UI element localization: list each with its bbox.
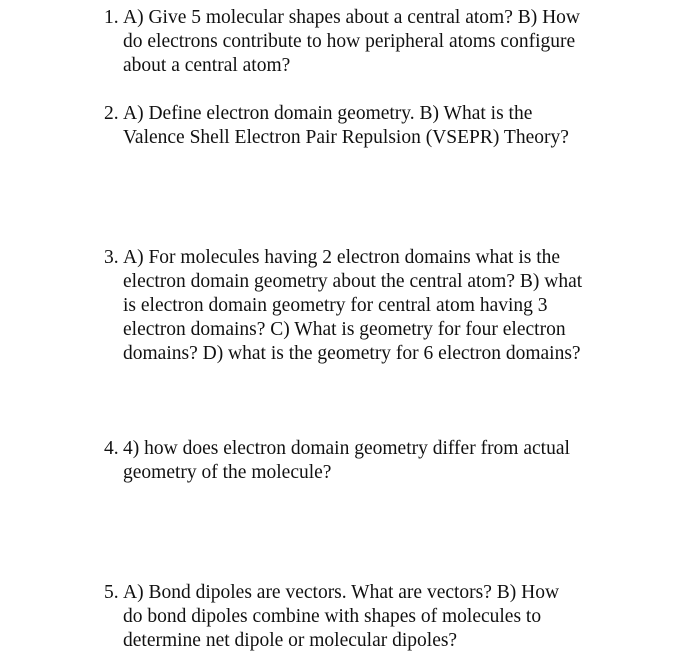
question-line: is electron domain geometry for central atom having 3	[123, 295, 548, 316]
question-2	[104, 102, 644, 150]
question-number: 4.	[104, 438, 119, 459]
question-number: 5.	[104, 582, 119, 603]
question-line: geometry of the molecule?	[123, 462, 332, 483]
question-line: A) Give 5 molecular shapes about a central atom? B) How	[123, 7, 581, 28]
question-line: A) Bond dipoles are vectors. What are vectors? B) How	[123, 582, 560, 603]
question-4	[104, 437, 644, 485]
question-line: do bond dipoles combine with shapes of molecules to	[123, 606, 542, 627]
question-line: A) For molecules having 2 electron domains what is the	[123, 247, 561, 268]
question-line: electron domain geometry about the central atom? B) what	[123, 271, 583, 292]
question-number: 3.	[104, 247, 119, 268]
question-text	[123, 6, 644, 78]
question-line: domains? D) what is the geometry for 6 electron domains?	[123, 343, 581, 364]
question-line: determine net dipole or molecular dipoles?	[123, 630, 458, 651]
question-line: electron domains? C) What is geometry for four electron	[123, 319, 566, 340]
question-line: about a central atom?	[123, 55, 291, 76]
question-1	[104, 6, 644, 78]
question-3	[104, 246, 644, 366]
question-line: A) Define electron domain geometry. B) What is the	[123, 103, 533, 124]
question-line: do electrons contribute to how peripheral atoms configure	[123, 31, 576, 52]
question-number: 2.	[104, 103, 119, 124]
question-text	[123, 437, 644, 485]
question-line: 4) how does electron domain geometry differ from actual	[123, 438, 570, 459]
question-5	[104, 581, 644, 653]
question-number: 1.	[104, 7, 119, 28]
question-text	[123, 246, 644, 366]
question-text	[123, 581, 644, 653]
question-line: Valence Shell Electron Pair Repulsion (VSEPR) Theory?	[123, 127, 569, 148]
question-text	[123, 102, 644, 150]
